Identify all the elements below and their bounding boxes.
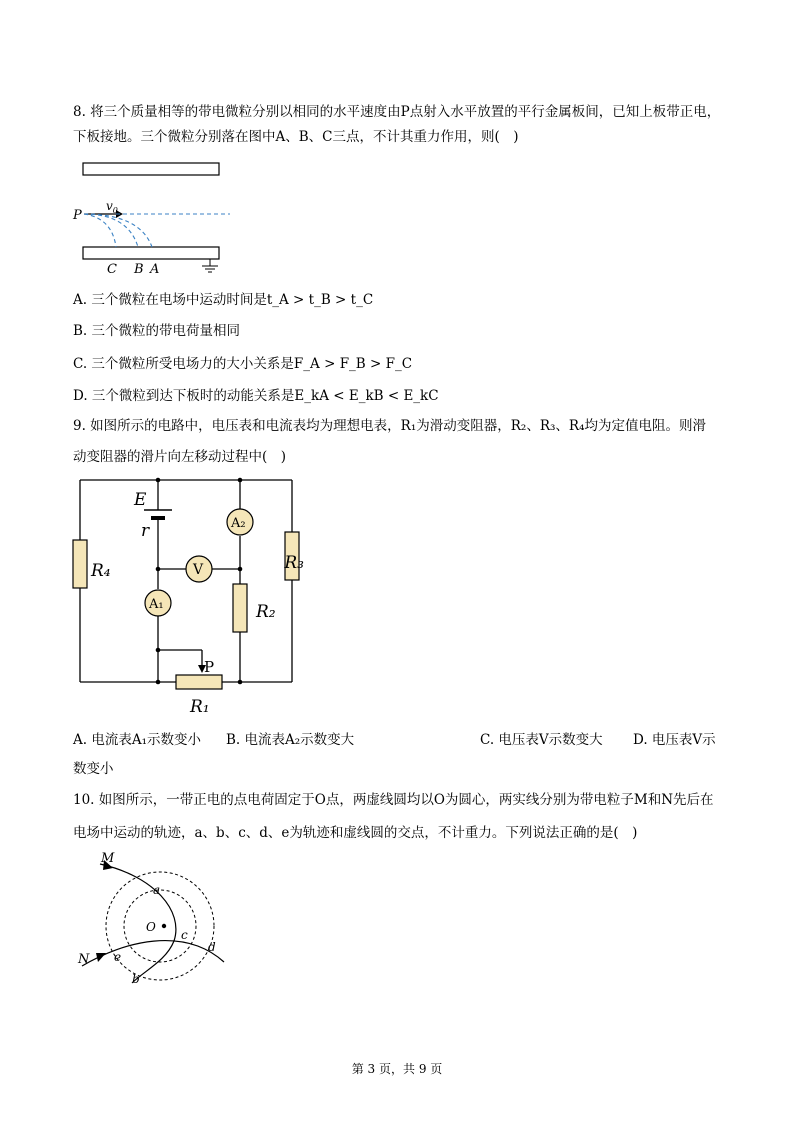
q9-option-b: B. 电流表A₂示数变大 xyxy=(226,732,355,748)
label-c: C xyxy=(107,262,117,277)
label-b: B xyxy=(134,262,144,277)
label-r4: R₄ xyxy=(91,561,111,581)
upper-plate xyxy=(83,163,219,175)
trajectory-c xyxy=(84,214,116,247)
label-d: d xyxy=(208,940,216,954)
q10-field-figure xyxy=(74,846,234,986)
charge-o xyxy=(162,924,166,928)
label-r3: R₃ xyxy=(284,553,304,573)
q8-stem-line2: 下板接地。三个微粒分别落在图中A、B、C三点，不计其重力作用，则( ) xyxy=(73,129,519,145)
resistor-r2 xyxy=(233,584,247,632)
label-b: b xyxy=(132,972,140,986)
q10-stem-line2: 电场中运动的轨迹，a、b、c、d、e为轨迹和虚线圆的交点，不计重力。下列说法正确的是( ) xyxy=(73,825,638,841)
q9-stem-line2: 动变阻器的滑片向左移动过程中( ) xyxy=(73,449,287,465)
label-r1: R₁ xyxy=(190,697,210,717)
q8-option-d: D. 三个微粒到达下板时的动能关系是E_kA < E_kB < E_kC xyxy=(73,388,439,404)
arrow-n xyxy=(96,953,106,962)
q8-option-a: A. 三个微粒在电场中运动时间是t_A > t_B > t_C xyxy=(73,292,374,308)
label-a2: A₂ xyxy=(231,516,246,531)
trajectory-m xyxy=(100,864,176,983)
label-c: c xyxy=(181,928,188,942)
label-m: M xyxy=(101,851,115,866)
q9-stem-line1: 9. 如图所示的电路中，电压表和电流表均为理想电表，R₁为滑动变阻器，R₂、R₃、R₄均为定值电阻。则滑 xyxy=(73,418,706,434)
label-v0: $v_0$ xyxy=(106,199,118,215)
q8-parallel-plates-figure xyxy=(70,158,240,280)
label-a1: A₁ xyxy=(149,597,164,612)
q8-stem-line1: 8. 将三个质量相等的带电微粒分别以相同的水平速度由P点射入水平放置的平行金属板间，已知上板带正电， xyxy=(73,104,721,120)
label-a: A xyxy=(150,262,160,277)
q9-option-d-continued: 数变小 xyxy=(73,761,114,777)
label-v: V xyxy=(193,562,204,578)
q9-option-c: C. 电压表V示数变大 xyxy=(480,732,603,748)
label-r: r xyxy=(141,521,150,541)
resistor-r1 xyxy=(176,675,222,689)
q9-option-a: A. 电流表A₁示数变小 xyxy=(73,732,201,748)
trajectory-a xyxy=(84,214,152,247)
label-o: O xyxy=(146,920,156,934)
resistor-r4 xyxy=(73,540,87,588)
battery-short-plate xyxy=(151,516,165,520)
label-n: N xyxy=(78,952,90,967)
label-e: E xyxy=(134,490,147,510)
page-footer: 第 3 页，共 9 页 xyxy=(351,1062,443,1076)
inner-dashed-circle xyxy=(124,890,196,962)
q8-option-c: C. 三个微粒所受电场力的大小关系是F_A > F_B > F_C xyxy=(73,356,413,372)
label-a: a xyxy=(153,883,161,897)
trajectory-b xyxy=(84,214,138,247)
ground-symbol-icon xyxy=(202,259,218,272)
lower-plate xyxy=(83,247,219,259)
q9-option-d: D. 电压表V示 xyxy=(633,732,716,748)
q9-circuit-figure xyxy=(72,472,302,720)
q10-stem-line1: 10. 如图所示，一带正电的点电荷固定于O点，两虚线圆均以O为圆心，两实线分别为带电粒子M和N先后在 xyxy=(73,792,714,808)
label-r2: R₂ xyxy=(256,602,276,622)
q8-option-b: B. 三个微粒的带电荷量相同 xyxy=(73,323,241,339)
label-p: P xyxy=(73,208,82,223)
label-p: P xyxy=(204,658,215,676)
label-e: e xyxy=(114,950,122,964)
